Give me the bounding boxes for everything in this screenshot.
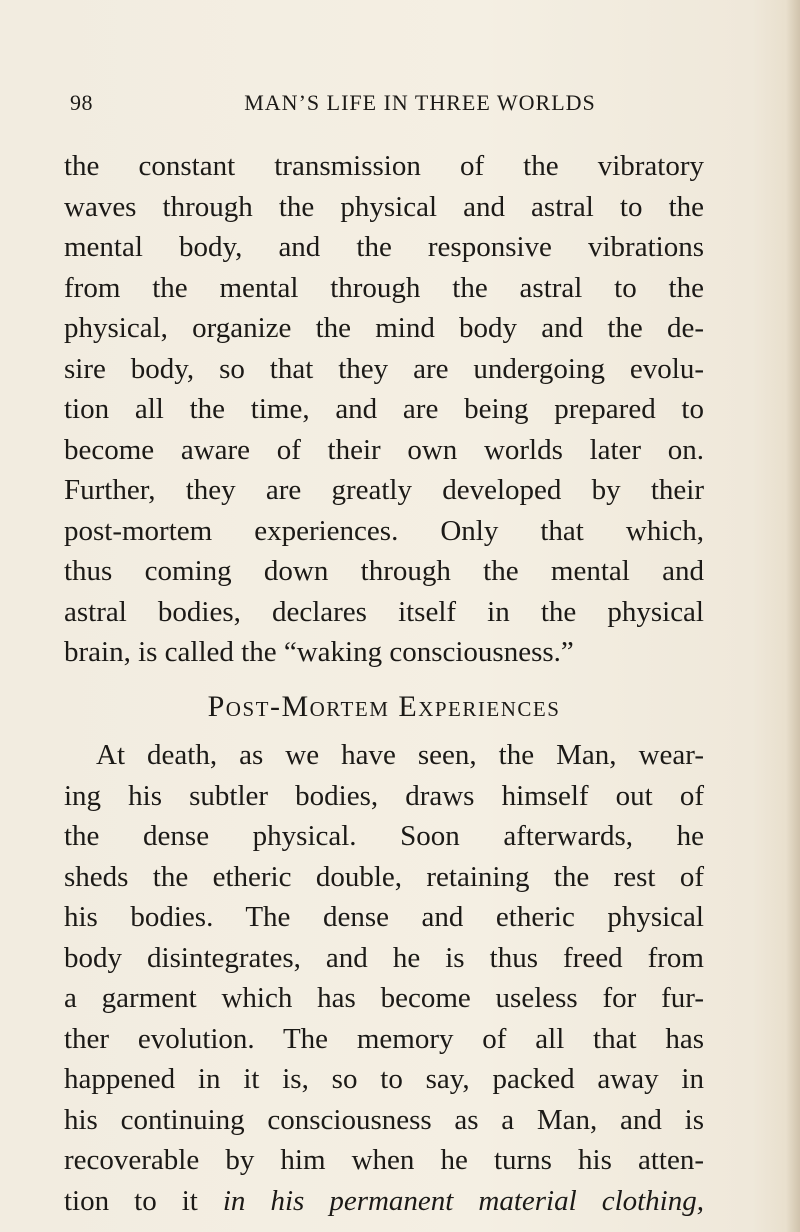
text-line: ther evolution. The memory of all that has (64, 1022, 704, 1055)
text-line: become aware of their own worlds later on. (64, 433, 704, 466)
text-line: ing his subtler bodies, draws himself out of (64, 779, 704, 812)
text-line: At death, as we have seen, the Man, wear- (96, 739, 704, 771)
text-line: sheds the etheric double, retaining the rest of (64, 860, 704, 893)
text-line: his continuing consciousness as a Man, and is (64, 1103, 704, 1136)
text-run: tion to it (64, 1184, 223, 1217)
text-line: his bodies. The dense and etheric physical (64, 901, 704, 933)
text-line: happened in it is, so to say, packed away in (64, 1063, 704, 1095)
italic-text-run: in his permanent material clothing, (222, 1184, 704, 1217)
text-line: brain, is called the “waking consciousness.” (64, 636, 574, 668)
page-edge-shadow (786, 0, 800, 1232)
running-head (70, 90, 730, 120)
text-line: astral bodies, declares itself in the physical (64, 595, 704, 628)
text-line: the constant transmission of the vibratory (64, 150, 704, 182)
page-number: 98 (70, 90, 93, 115)
running-title: MAN’S LIFE IN THREE WORLDS (244, 90, 596, 115)
text-line: tion all the time, and are being prepared to (64, 393, 704, 425)
text-line: the dense physical. Soon afterwards, he (64, 820, 704, 852)
text-line: post-mortem experiences. Only that which, (64, 514, 704, 547)
text-line (64, 1181, 704, 1222)
text-line: thus coming down through the mental and (64, 555, 704, 587)
text-line: Further, they are greatly developed by their (64, 474, 704, 506)
section-heading: Post-Mortem Experiences (207, 689, 561, 723)
text-line: mental body, and the responsive vibrations (64, 231, 704, 263)
text-line: recoverable by him when he turns his atten- (64, 1144, 704, 1176)
text-line: a garment which has become useless for fur- (64, 982, 704, 1014)
text-line: waves through the physical and astral to the (64, 190, 704, 223)
text-line: physical, organize the mind body and the de- (64, 312, 704, 344)
text-line: body disintegrates, and he is thus freed from (64, 941, 704, 974)
text-line: sire body, so that they are undergoing evolu- (64, 352, 704, 385)
body-text (64, 146, 704, 1221)
text-line: from the mental through the astral to the (64, 271, 704, 304)
